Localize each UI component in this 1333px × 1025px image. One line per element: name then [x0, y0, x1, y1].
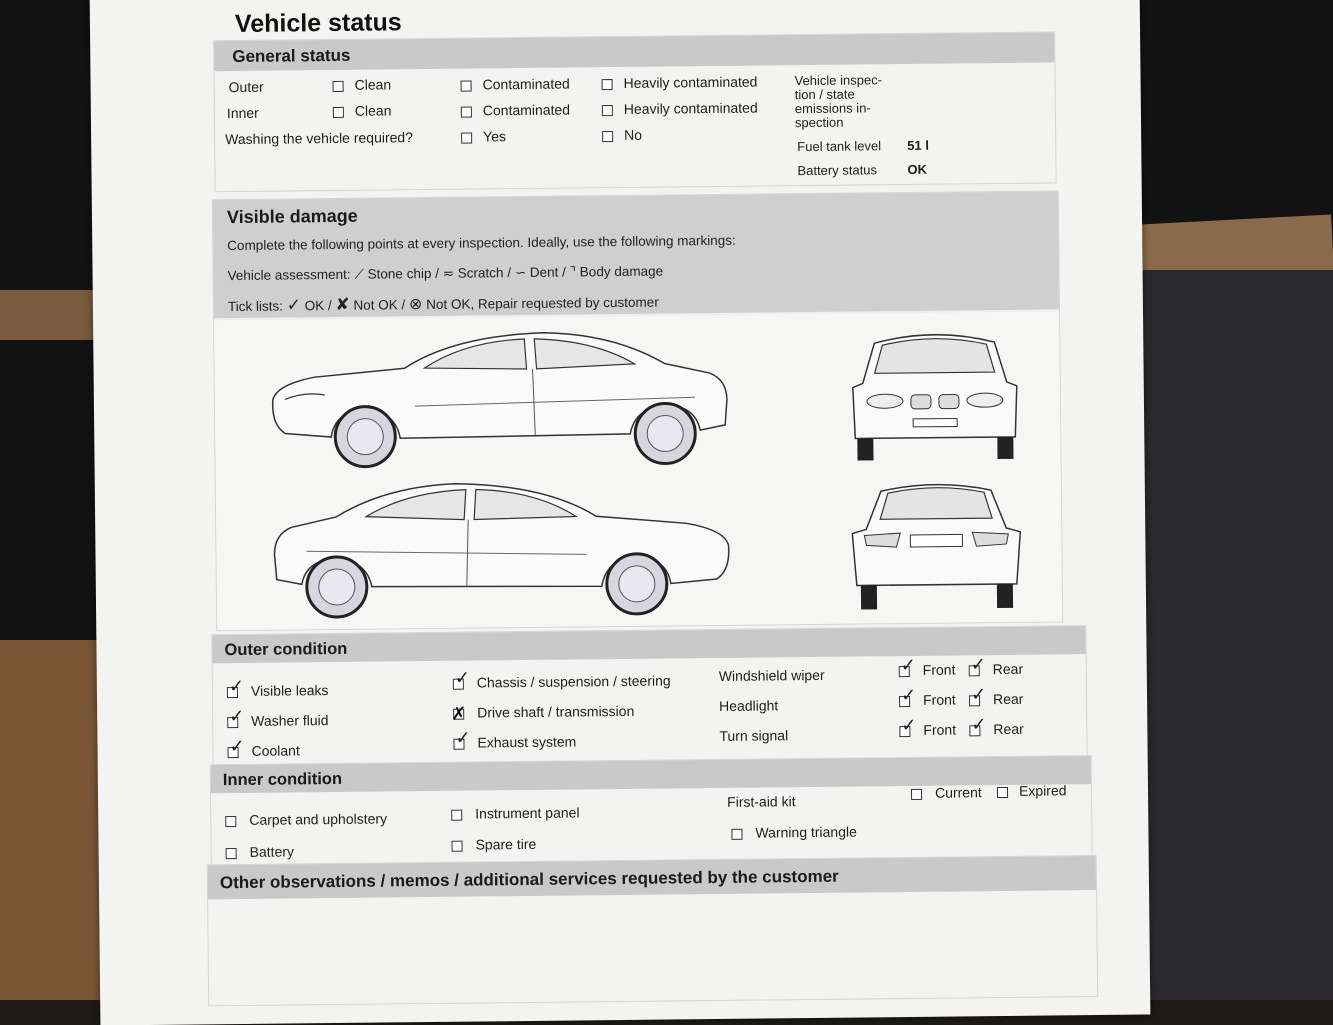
washing-yes-checkbox[interactable] [461, 133, 472, 144]
instructions-text: Complete the following points at every inspection. Ideally, use the following markings: [227, 232, 736, 254]
general-status-header: General status [214, 32, 1054, 71]
first-aid-expired-label: Expired [1018, 782, 1067, 799]
spare-tire-label: Spare tire [475, 835, 537, 853]
dent-icon: ∽ [514, 264, 527, 281]
outer-condition-header: Outer condition [212, 626, 1085, 663]
headlight-rear-checkbox[interactable] [969, 695, 980, 706]
visible-leaks-checkbox[interactable] [227, 687, 238, 698]
outer-contaminated-label: Contaminated [482, 75, 570, 93]
stone-chip-label: Stone chip / [367, 265, 439, 282]
inspection-line-3: emissions in- [794, 100, 871, 117]
drive-shaft-label: Drive shaft / transmission [477, 702, 635, 721]
car-side-left-view [264, 325, 735, 470]
inner-contaminated-checkbox[interactable] [461, 107, 472, 118]
turn-rear-label: Rear [993, 720, 1024, 738]
spare-tire-checkbox[interactable] [452, 841, 463, 852]
car-side-right-view [266, 475, 737, 620]
washing-label: Washing the vehicle required? [225, 129, 414, 148]
general-status-section [213, 31, 1057, 192]
warning-triangle-label: Warning triangle [755, 823, 857, 841]
not-ok-label: Not OK / [353, 297, 406, 313]
battery-checkbox[interactable] [226, 848, 237, 859]
first-aid-current-label: Current [934, 784, 982, 801]
warning-triangle-checkbox[interactable] [731, 829, 742, 840]
car-front-view [834, 322, 1035, 464]
visible-damage-section [212, 190, 1063, 631]
page-title: Vehicle status [234, 8, 402, 39]
inspection-line-4: spection [794, 114, 844, 131]
carpet-checkbox[interactable] [225, 816, 236, 827]
outer-contaminated-checkbox[interactable] [461, 81, 472, 92]
battery-inner-label: Battery [249, 843, 295, 860]
washer-fluid-checkbox[interactable] [227, 717, 238, 728]
exhaust-label: Exhaust system [477, 733, 577, 751]
inner-heavily-label: Heavily contaminated [623, 99, 758, 117]
tick-label: Tick lists: [227, 298, 283, 315]
washing-no-label: No [624, 126, 643, 143]
washing-no-checkbox[interactable] [602, 131, 613, 142]
fuel-label: Fuel tank level [797, 138, 882, 155]
visible-damage-title: Visible damage [226, 205, 358, 228]
inspection-line-1: Vehicle inspec- [794, 72, 883, 89]
visible-damage-header [213, 191, 1059, 318]
washing-yes-label: Yes [483, 128, 507, 145]
first-aid-current-checkbox[interactable] [911, 789, 922, 800]
car-interior [1140, 270, 1333, 1000]
inner-contaminated-label: Contaminated [482, 101, 571, 119]
car-diagram-area [214, 311, 1062, 630]
wiper-rear-checkbox[interactable] [969, 665, 980, 676]
battery-value: OK [907, 161, 928, 177]
wiper-rear-label: Rear [992, 660, 1024, 678]
body-damage-label: Body damage [579, 263, 664, 280]
scratch-icon: ≂ [442, 265, 455, 281]
washer-fluid-label: Washer fluid [251, 712, 329, 729]
wiper-front-checkbox[interactable] [899, 666, 910, 677]
wiper-front-label: Front [922, 661, 956, 678]
outer-clean-checkbox[interactable] [333, 81, 344, 92]
inner-condition-section [210, 755, 1093, 866]
inner-label: Inner [226, 104, 259, 122]
fuel-value: 51 l [907, 137, 930, 153]
instrument-checkbox[interactable] [451, 810, 462, 821]
outer-heavily-label: Heavily contaminated [623, 73, 758, 91]
first-aid-expired-checkbox[interactable] [997, 787, 1008, 798]
headlight-rear-label: Rear [992, 690, 1024, 708]
exhaust-checkbox[interactable] [453, 739, 464, 750]
carpet-label: Carpet and upholstery [249, 810, 388, 828]
body-damage-icon: ⌝ [569, 264, 577, 280]
tick-legend [228, 292, 659, 317]
windshield-label: Windshield wiper [718, 666, 825, 684]
inner-clean-label: Clean [354, 102, 392, 119]
outer-clean-label: Clean [354, 76, 392, 93]
inner-condition-header: Inner condition [211, 756, 1091, 793]
coolant-label: Coolant [251, 742, 300, 759]
other-observations-section [207, 855, 1098, 1006]
turn-rear-checkbox[interactable] [969, 725, 980, 736]
not-ok-cross-icon: ✘ [335, 294, 350, 314]
headlight-front-label: Front [922, 691, 956, 708]
inner-clean-checkbox[interactable] [333, 107, 344, 118]
not-ok-repair-label: Not OK, Repair requested by customer [426, 294, 659, 313]
visible-leaks-label: Visible leaks [250, 682, 329, 699]
outer-heavily-checkbox[interactable] [602, 79, 613, 90]
battery-label: Battery status [797, 162, 878, 179]
stone-chip-icon: ⟋ [354, 266, 364, 282]
inspection-line-2: tion / state [794, 86, 855, 103]
scratch-label: Scratch / [457, 265, 512, 281]
chassis-label: Chassis / suspension / steering [476, 672, 671, 691]
car-rear-view [836, 472, 1037, 614]
chassis-checkbox[interactable] [453, 679, 464, 690]
assessment-legend [227, 264, 663, 285]
ok-check-icon: ✓ [286, 295, 302, 315]
coolant-checkbox[interactable] [228, 747, 239, 758]
inner-heavily-checkbox[interactable] [602, 105, 613, 116]
drive-shaft-checkbox[interactable] [453, 709, 464, 720]
outer-condition-section [211, 625, 1087, 766]
turn-front-label: Front [923, 721, 957, 738]
instrument-label: Instrument panel [475, 804, 580, 822]
headlight-front-checkbox[interactable] [899, 696, 910, 707]
other-observations-header: Other observations / memos / additional services requested by the customer [208, 856, 1096, 899]
ok-label: OK / [304, 298, 332, 314]
headlight-label: Headlight [719, 697, 779, 714]
turn-signal-label: Turn signal [719, 727, 789, 744]
vehicle-status-form [90, 0, 1151, 1025]
first-aid-label: First-aid kit [727, 793, 796, 810]
repair-circle-cross-icon: ⊗ [408, 296, 423, 314]
outer-label: Outer [228, 78, 264, 96]
turn-front-checkbox[interactable] [899, 726, 910, 737]
assessment-label: Vehicle assessment: [227, 266, 351, 284]
dent-label: Dent / [529, 264, 566, 280]
